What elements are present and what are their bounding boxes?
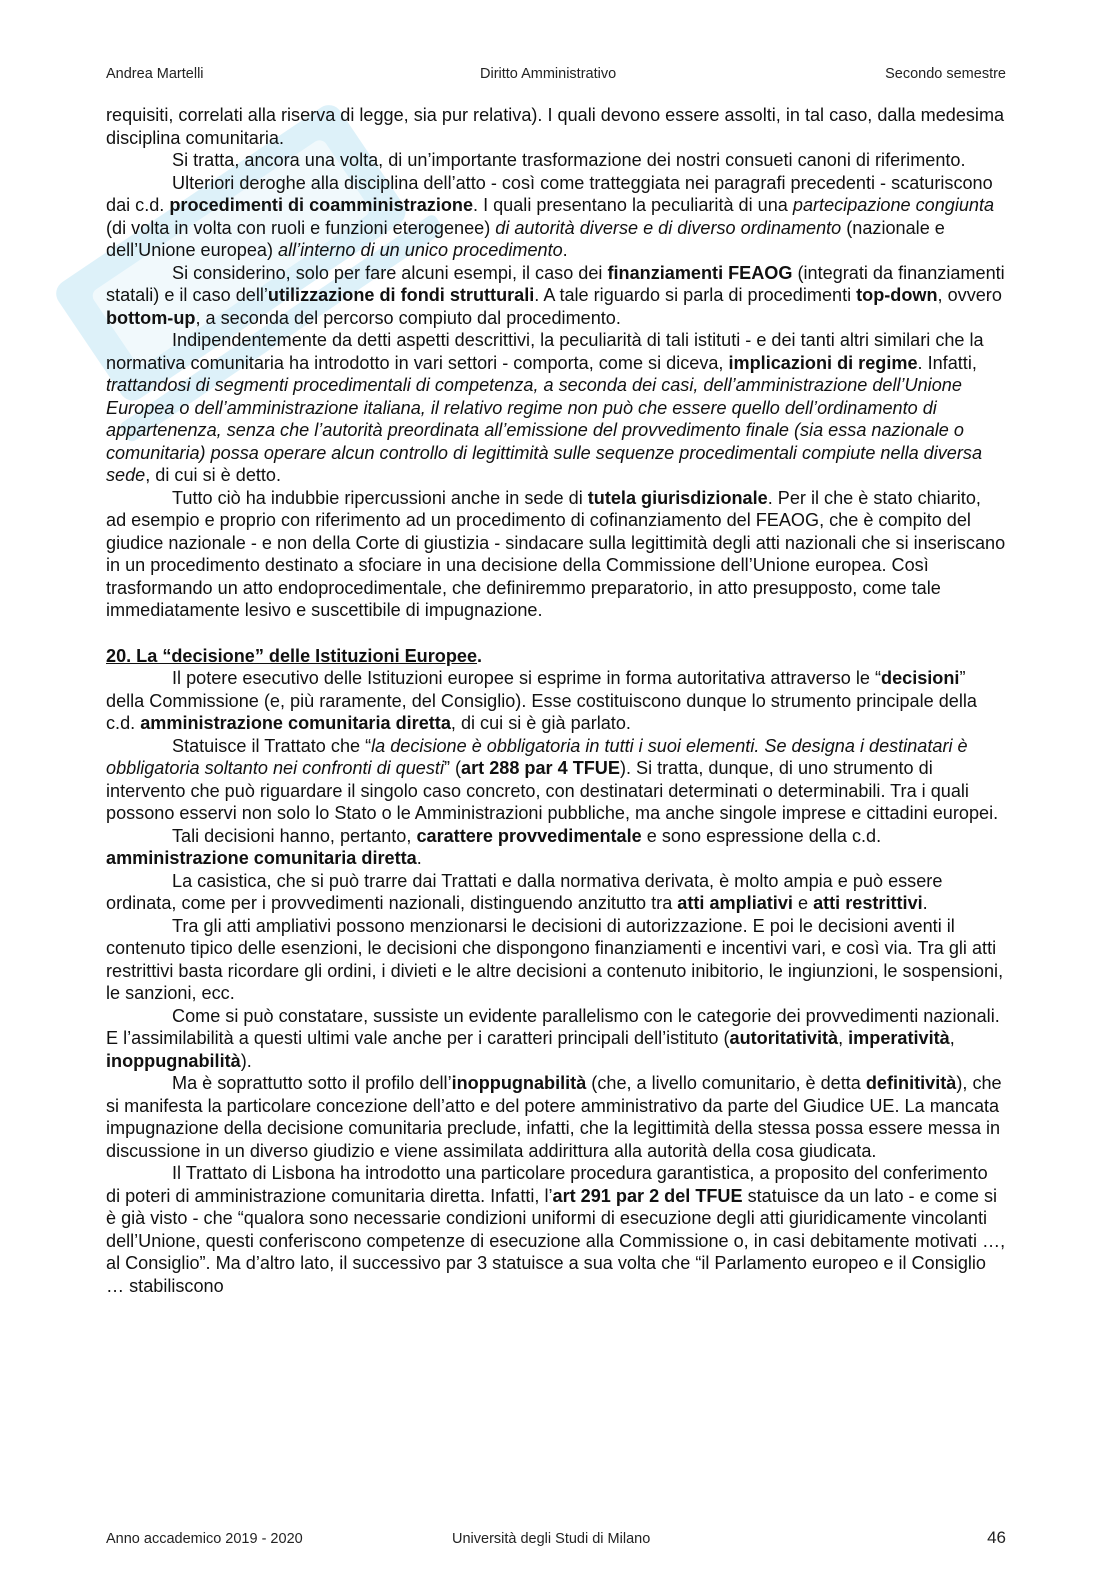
page-header: [106, 66, 1006, 86]
paragraph: La casistica, che si può trarre dai Trattati e dalla normativa derivata, è molto ampia e può essere ordinata, come per i provvedimenti nazionali, distinguendo anzitutto tra atti ampliativi e atti restrittivi.: [106, 870, 943, 913]
section-heading: 20. La “decisione” delle Istituzioni Europee.: [106, 645, 483, 666]
page-footer: [106, 1528, 1006, 1552]
section-heading-text: 20. La “decisione” delle Istituzioni Europee: [106, 645, 478, 666]
footer-university: Università degli Studi di Milano: [452, 1531, 651, 1547]
paragraph: Come si può constatare, sussiste un evidente parallelismo con le categorie dei provvedimenti nazionali. E l’assimilabilità a questi ultimi vale anche per i caratteri principali dell’istituto (autoritatività, imperatività, inoppugnabilità).: [106, 1005, 1000, 1071]
header-author: Andrea Martelli: [106, 66, 204, 82]
paragraph: Ulteriori deroghe alla disciplina dell’atto - così come tratteggiata nei paragrafi precedenti - scaturiscono dai c.d. procedimenti di coamministrazione. I quali presentano la peculiarità di una partecipazione congiunta (di volta in volta con ruoli e funzioni eterogenee) di autorità diverse e di diverso ordinamento (nazionale e dell’Unione europea) all’interno di un unico procedimento.: [106, 172, 995, 260]
paragraph: Il Trattato di Lisbona ha introdotto una particolare procedura garantistica, a proposito del conferimento di poteri di amministrazione comunitaria diretta. Infatti, l’art 291 par 2 del TFUE statuisce da un lato - e come si è già visto - che “qualora sono necessarie condizioni uniformi di esecuzione degli atti giuridicamente vincolanti dell’Unione, questi conferiscono competenze di esecuzione alla Commissione o, in casi debitamente motivati …, al Consiglio”. Ma d’altro lato, il successivo par 3 statuisce a sua volta che “il Parlamento europeo e il Consiglio … stabiliscono: [106, 1163, 1006, 1296]
paragraph: Statuisce il Trattato che “la decisione è obbligatoria in tutti i suoi elementi. Se designa i destinatari è obbligatoria soltanto nei confronti di questi” (art 288 par 4 TFUE). Si tratta, dunque, di uno strumento di intervento che può riguardare il singolo caso concreto, con destinatari determinati o determinabili. Tra i quali possono esservi non solo lo Stato o le Amministrazioni pubbliche, ma anche singole imprese e cittadini europei.: [106, 735, 999, 823]
paragraph: Si tratta, ancora una volta, di un’importante trasformazione dei nostri consueti canoni di riferimento.: [172, 150, 966, 170]
paragraph: Tali decisioni hanno, pertanto, carattere provvedimentale e sono espressione della c.d. amministrazione comunitaria diretta.: [106, 825, 882, 868]
page-number: 46: [987, 1528, 1006, 1547]
paragraph: requisiti, correlati alla riserva di legge, sia pur relativa). I quali devono essere assolti, in tal caso, dalla medesima disciplina comunitaria.: [106, 105, 1005, 148]
page-content: [106, 104, 1006, 1297]
paragraph: Il potere esecutivo delle Istituzioni europee si esprime in forma autoritativa attraverso le “decisioni” della Commissione (e, più raramente, del Consiglio). Esse costituiscono dunque lo strumento principale della c.d. amministrazione comunitaria diretta, di cui si è già parlato.: [106, 668, 977, 733]
paragraph: Tutto ciò ha indubbie ripercussioni anche in sede di tutela giurisdizionale. Per il che è stato chiarito, ad esempio e proprio con riferimento ad un procedimento di cofinanziamento del FEAOG, che è compito del giudice nazionale - e non della Corte di giustizia - sindacare sulla legittimità degli atti nazionali che si inseriscano in un procedimento destinato a sfociare in una decisione della Commissione dell’Unione europea. Così trasformando un atto endoprocedimentale, che definiremmo preparatorio, in atto presupposto, come tale immediatamente lesivo e suscettibile di impugnazione.: [106, 487, 1006, 620]
header-semester: Secondo semestre: [885, 66, 1006, 82]
header-course: Diritto Amministrativo: [480, 66, 617, 82]
paragraph: Ma è soprattutto sotto il profilo dell’inoppugnabilità (che, a livello comunitario, è detta definitività), che si manifesta la particolare concezione dell’atto e del potere amministrativo da parte del Giudice UE. La mancata impugnazione della decisione comunitaria preclude, infatti, che la legittimità della stessa possa essere messa in discussione in un diverso giudizio e viene assimilata addirittura alla autorità della cosa giudicata.: [106, 1073, 1002, 1161]
paragraph: Si considerino, solo per fare alcuni esempi, il caso dei finanziamenti FEAOG (integrati da finanziamenti statali) e il caso dell’utilizzazione di fondi strutturali. A tale riguardo si parla di procedimenti top-down, ovvero bottom-up, a seconda del percorso compiuto dal procedimento.: [106, 262, 1005, 328]
footer-academic-year: Anno accademico 2019 - 2020: [106, 1531, 303, 1547]
paragraph: Tra gli atti ampliativi possono menzionarsi le decisioni di autorizzazione. E poi le decisioni aventi il contenuto tipico delle esenzioni, le decisioni che dispongono finanziamenti e incentivi vari, e così via. Tra gli atti restrittivi basta ricordare gli ordini, i divieti e le altre decisioni a contenuto inibitorio, le ingiunzioni, le sospensioni, le sanzioni, ecc.: [106, 915, 1004, 1003]
paragraph: Indipendentemente da detti aspetti descrittivi, la peculiarità di tali istituti - e dei tanti altri similari che la normativa comunitaria ha introdotto in vari settori - comporta, come si diceva, implicazioni di regime. Infatti, trattandosi di segmenti procedimentali di competenza, a seconda dei casi, dell’amministrazione dell’Unione Europea o dell’amministrazione italiana, il relativo regime non può che essere quello dell’ordinamento di appartenenza, senza che l’autorità preordinata all’emissione del provvedimento finale (sia essa nazionale o comunitaria) possa operare alcun controllo di legittimità sulle sequenze procedimentali compiute nella diversa sede, di cui si è detto.: [106, 330, 984, 485]
